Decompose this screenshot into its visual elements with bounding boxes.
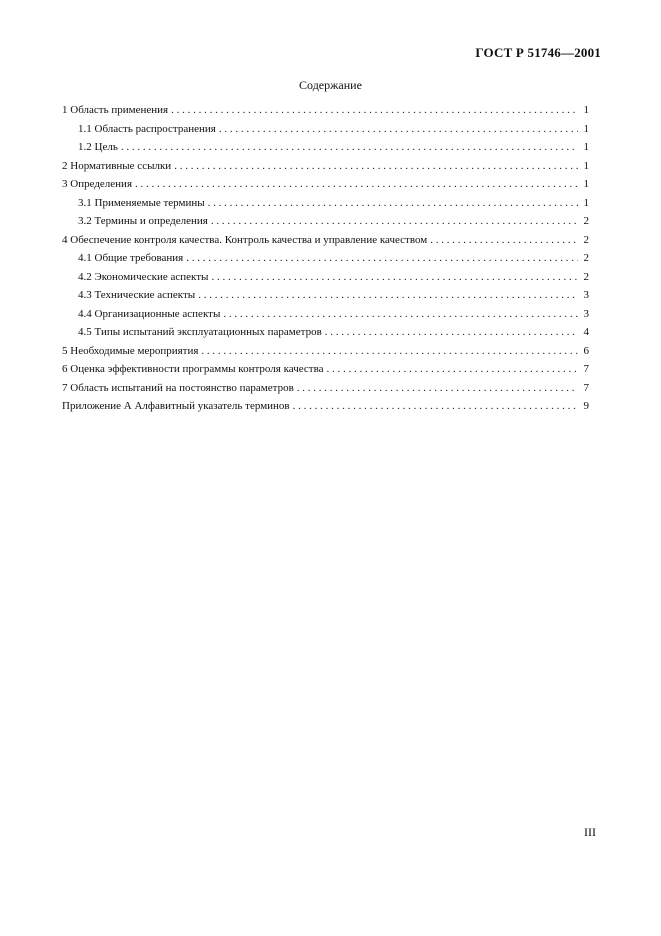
toc-entry-page: 1 <box>583 159 589 172</box>
toc-entry[interactable] <box>62 157 589 176</box>
toc-entry-page: 2 <box>583 252 589 264</box>
document-code: ГОСТ Р 51746—2001 <box>475 45 601 60</box>
toc-entry-label: 4.3 Технические аспекты <box>78 289 196 301</box>
table-of-contents <box>62 101 589 416</box>
toc-title: Содержание <box>299 78 362 92</box>
toc-dot-leader <box>219 120 578 139</box>
toc-dot-leader <box>171 101 578 120</box>
toc-dot-leader <box>211 212 578 231</box>
toc-entry-label: 4.2 Экономические аспекты <box>78 270 209 283</box>
toc-dot-leader <box>208 194 578 213</box>
toc-dot-leader <box>293 397 578 416</box>
toc-entry-page: 3 <box>583 307 589 320</box>
toc-entry[interactable] <box>62 286 589 305</box>
toc-entry[interactable] <box>62 360 589 379</box>
toc-entry-page: 1 <box>583 122 589 135</box>
toc-dot-leader <box>135 175 578 194</box>
toc-entry[interactable] <box>62 120 589 139</box>
toc-entry[interactable] <box>62 342 589 361</box>
toc-entry-label: 5 Необходимые мероприятия <box>62 344 199 357</box>
toc-entry[interactable] <box>62 138 589 157</box>
toc-entry-label: 7 Область испытаний на постоянство параметров <box>62 381 294 394</box>
toc-dot-leader <box>174 157 578 176</box>
toc-entry[interactable] <box>62 249 589 268</box>
toc-entry-label: 4.1 Общие требования <box>78 252 184 264</box>
toc-entry-label: 2 Нормативные ссылки <box>62 159 172 172</box>
toc-entry-page: 4 <box>583 326 589 338</box>
toc-entry[interactable] <box>62 175 589 194</box>
toc-entry-label: 3.2 Термины и определения <box>78 215 208 227</box>
toc-entry[interactable] <box>62 379 589 398</box>
toc-entry-page: 7 <box>583 381 589 394</box>
toc-entry-label: 3 Определения <box>62 178 133 190</box>
toc-dot-leader <box>325 323 578 342</box>
toc-dot-leader <box>201 342 578 361</box>
toc-entry-page: 1 <box>583 178 589 190</box>
toc-entry-label: 4 Обеспечение контроля качества. Контроль качества и управление качеством <box>62 233 428 246</box>
toc-entry-label: 1 Область применения <box>62 104 169 116</box>
toc-entry-page: 2 <box>583 215 589 227</box>
toc-entry-page: 1 <box>583 141 589 153</box>
toc-entry-label: 4.4 Организационные аспекты <box>78 307 221 320</box>
page-number: III <box>584 825 596 839</box>
toc-entry[interactable] <box>62 231 589 250</box>
toc-entry[interactable] <box>62 194 589 213</box>
toc-entry[interactable] <box>62 101 589 120</box>
toc-entry-page: 1 <box>583 104 589 116</box>
toc-entry-page: 7 <box>583 363 589 375</box>
toc-dot-leader <box>223 305 578 324</box>
toc-entry[interactable] <box>62 305 589 324</box>
toc-dot-leader <box>430 231 578 250</box>
toc-dot-leader <box>198 286 578 305</box>
toc-dot-leader <box>211 268 578 287</box>
toc-entry-label: Приложение А Алфавитный указатель терминов <box>62 400 290 412</box>
toc-entry[interactable] <box>62 323 589 342</box>
toc-entry-page: 9 <box>583 400 589 412</box>
toc-entry-label: 4.5 Типы испытаний эксплуатационных параметров <box>78 326 322 338</box>
toc-entry-label: 1.2 Цель <box>78 141 118 153</box>
toc-entry-page: 1 <box>583 196 589 209</box>
toc-entry-label: 1.1 Область распространения <box>78 122 216 135</box>
toc-dot-leader <box>186 249 578 268</box>
toc-dot-leader <box>297 379 578 398</box>
toc-dot-leader <box>121 138 578 157</box>
toc-entry-page: 2 <box>583 270 589 283</box>
toc-entry[interactable] <box>62 212 589 231</box>
toc-entry-page: 2 <box>583 233 589 246</box>
toc-entry-label: 3.1 Применяемые термины <box>78 196 205 209</box>
toc-entry-page: 6 <box>583 344 589 357</box>
toc-entry-label: 6 Оценка эффективности программы контроля качества <box>62 363 324 375</box>
toc-entry[interactable] <box>62 268 589 287</box>
toc-entry[interactable] <box>62 397 589 416</box>
toc-entry-page: 3 <box>583 289 589 301</box>
toc-dot-leader <box>327 360 578 379</box>
